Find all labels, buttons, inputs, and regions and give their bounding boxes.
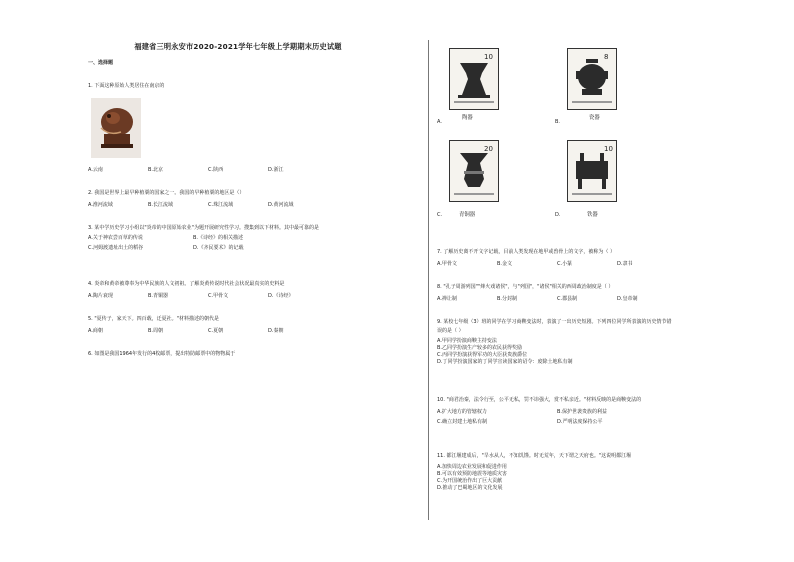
bronze-vessel-icon bbox=[568, 49, 616, 109]
stamp-iron[interactable] bbox=[567, 140, 617, 202]
stamp-letter-c: C. bbox=[437, 212, 443, 218]
q5-option-c[interactable]: C.夏朝 bbox=[208, 328, 224, 334]
q4-option-b[interactable]: B.青铜器 bbox=[148, 293, 169, 299]
q1-option-c[interactable]: C.陕西 bbox=[208, 167, 224, 173]
q4-option-a[interactable]: A.陶片衰现 bbox=[88, 293, 113, 299]
bronze-tiger-image bbox=[91, 98, 141, 158]
question-2-stem: 2. 我国是世界上最早种植粟的国家之一。我国的早种植粟的地区是（） bbox=[88, 190, 245, 196]
q8-option-a[interactable]: A.禅让制 bbox=[437, 296, 457, 302]
column-divider bbox=[428, 40, 429, 520]
q5-option-d[interactable]: D.秦朝 bbox=[268, 328, 284, 334]
q4-option-d[interactable]: D.《诗经》 bbox=[268, 293, 294, 299]
q10-option-b[interactable]: B.保护世袭贵族的利益 bbox=[557, 409, 608, 415]
q10-option-c[interactable]: C.确立封建土地私有制 bbox=[437, 419, 488, 425]
stamp-pottery[interactable] bbox=[449, 48, 499, 110]
question-10-stem: 10. "商君治秦，法令行至，公平无私，罚不讳强大，赏不私亲近。"材料反映的是商鞅变法的 bbox=[437, 397, 642, 403]
ding-cauldron-icon bbox=[568, 141, 616, 201]
question-4-stem: 4. 炎帝和黄帝被尊奉为中华民族的人文初祖。了解炎黄传说时代社会状况最真实的史料是 bbox=[88, 281, 285, 287]
stamp-letter-a: A. bbox=[437, 119, 442, 125]
question-3-stem: 3. 某中学历史学习小组以"炎帝的中国原始农业"为题开展研究性学习。搜集到以下材料。其中最可靠的是 bbox=[88, 225, 319, 231]
stamp-label-d: 铁器 bbox=[587, 212, 598, 218]
q9-option-b[interactable]: B.乙同学扮演生产较多的农民获得奖励 bbox=[437, 345, 523, 351]
stamp-letter-d: D. bbox=[555, 212, 561, 218]
pottery-vessel-icon bbox=[450, 49, 498, 109]
bronze-animal-icon bbox=[91, 98, 141, 158]
question-9-options bbox=[437, 338, 572, 366]
question-9-stem-cont: 误的是（ ） bbox=[437, 328, 464, 334]
q8-option-d[interactable]: D.皇帝制 bbox=[617, 296, 638, 302]
stamp-value-d: 10 bbox=[604, 145, 613, 153]
q9-option-c[interactable]: C.丙同学扮演获得军功的大臣获贵族爵位 bbox=[437, 352, 528, 358]
q2-option-a[interactable]: A.淮河流域 bbox=[88, 202, 113, 208]
page-title: 福建省三明永安市2020-2021学年七年级上学期期末历史试题 bbox=[134, 42, 342, 51]
q3-option-c[interactable]: C.河姆渡遗址出土的稻谷 bbox=[88, 245, 144, 251]
q3-option-a[interactable]: A.关于神农尝百草的传说 bbox=[88, 235, 143, 241]
question-1-stem: 1. 下面这种原始人类居住在南京的 bbox=[88, 83, 165, 89]
stamp-value-b: 8 bbox=[604, 53, 609, 61]
q8-option-c[interactable]: C.郡县制 bbox=[557, 296, 578, 302]
q5-option-b[interactable]: B.周朝 bbox=[148, 328, 164, 334]
question-5-options bbox=[88, 328, 328, 335]
stamp-label-c: 青铜器 bbox=[459, 212, 476, 218]
q11-option-c[interactable]: C.为开国统治作出了巨大贡献 bbox=[437, 478, 503, 484]
q5-option-a[interactable]: A.商朝 bbox=[88, 328, 103, 334]
q7-option-c[interactable]: C.小篆 bbox=[557, 261, 573, 267]
q1-option-a[interactable]: A.云南 bbox=[88, 167, 103, 173]
q9-option-a[interactable]: A.甲同学扮演商鞅主持变法 bbox=[437, 338, 497, 344]
q4-option-c[interactable]: C.甲骨文 bbox=[208, 293, 229, 299]
q2-option-b[interactable]: B.长江流域 bbox=[148, 202, 174, 208]
q7-option-d[interactable]: D.隶书 bbox=[617, 261, 633, 267]
q7-option-a[interactable]: A.甲骨文 bbox=[437, 261, 457, 267]
question-1-options bbox=[88, 167, 328, 174]
question-4-options bbox=[88, 293, 328, 300]
q2-option-c[interactable]: C.珠江流域 bbox=[208, 202, 234, 208]
left-column bbox=[88, 42, 418, 357]
question-5-stem: 5. "夏传子，家天下。四百载，迁夏社。"材料描述的朝代是 bbox=[88, 316, 219, 322]
q3-option-d[interactable]: D.《齐民要术》的记载 bbox=[193, 245, 244, 251]
section-heading: 一、选择题 bbox=[88, 60, 114, 66]
question-3-options-row2 bbox=[88, 245, 298, 252]
stamp-label-a: 陶器 bbox=[462, 115, 473, 121]
question-7-options bbox=[437, 261, 677, 268]
q11-option-b[interactable]: B.可以有效预防地震等地质灾害 bbox=[437, 471, 508, 477]
q1-option-b[interactable]: B.北京 bbox=[148, 167, 164, 173]
q7-option-b[interactable]: B.金文 bbox=[497, 261, 513, 267]
question-9-stem: 9. 某校七年级（3）班的同学在学习商鞅变法时，表演了一出历史短剧。下列四位同学所表演的历史情节错 bbox=[437, 319, 672, 325]
q1-option-d[interactable]: D.浙江 bbox=[268, 167, 284, 173]
q10-option-a[interactable]: A.扩大地方的管辖权力 bbox=[437, 409, 487, 415]
stamp-porcelain[interactable] bbox=[567, 48, 617, 110]
q3-option-b[interactable]: B.《诗经》的相关描述 bbox=[193, 235, 244, 241]
q11-option-a[interactable]: A.加快周边农业发展和促进作用 bbox=[437, 464, 507, 470]
question-11-stem: 11. 都江堰建成后，"旱水从人，不知饥馑。时无荒年，天下谓之天府也。"这说明都江堰 bbox=[437, 453, 632, 459]
stamp-value-c: 20 bbox=[484, 145, 493, 153]
question-10-options-row1 bbox=[437, 409, 662, 416]
stamp-bronze[interactable] bbox=[449, 140, 499, 202]
question-6-stem: 6. 如图是我国1964年发行的4枚邮票，提出特防邮票中的物物属于 bbox=[88, 351, 236, 357]
q10-option-d[interactable]: D.严明法度保持公平 bbox=[557, 419, 603, 425]
q11-option-d[interactable]: D.推动了巴蜀地区的文化发展 bbox=[437, 485, 503, 491]
stamp-label-b: 瓷器 bbox=[589, 115, 600, 121]
question-10-options-row2 bbox=[437, 419, 662, 426]
question-8-options bbox=[437, 296, 677, 303]
q2-option-d[interactable]: D.黄河流域 bbox=[268, 202, 294, 208]
question-7-stem: 7. 了解历史离不开文字记载，目前人类发现在地甲或兽骨上的文字，被称为（ ） bbox=[437, 249, 615, 255]
bronze-zun-icon bbox=[450, 141, 498, 201]
question-2-options bbox=[88, 202, 328, 209]
stamp-letter-b: B. bbox=[555, 119, 561, 125]
stamp-value-a: 10 bbox=[484, 53, 493, 61]
q8-option-b[interactable]: B.分封制 bbox=[497, 296, 518, 302]
question-11-options bbox=[437, 464, 507, 492]
q9-option-d[interactable]: D.丁同学扮演国家的丁同学宣读国家的诏令：废除土地私有制 bbox=[437, 359, 573, 365]
question-3-options-row1 bbox=[88, 235, 298, 242]
question-8-stem: 8. "孔子周游列国""烽火戏诸侯"，与"列国"，"诸侯"相关的西周政治制度是（ ） bbox=[437, 284, 614, 290]
